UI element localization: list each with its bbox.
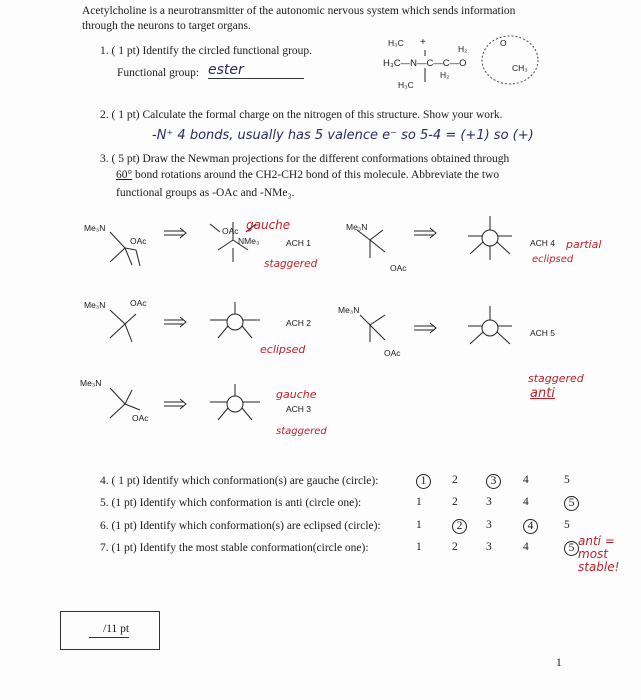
question-4-option-3[interactable]: 3 bbox=[486, 474, 501, 489]
question-4-option-2[interactable]: 2 bbox=[452, 474, 458, 486]
question-6-option-5[interactable]: 5 bbox=[564, 519, 570, 531]
intro-text: Acetylcholine is a neurotransmitter of the autonomic nervous system which sends information through the neurons to target organs. bbox=[82, 5, 516, 32]
structure-h3c-top: H₃C bbox=[388, 38, 404, 48]
question-3-line2 bbox=[116, 168, 499, 183]
ach1-oac: OAc bbox=[222, 226, 239, 236]
ach5-label: ACH 5 bbox=[530, 328, 556, 338]
structure-h3c-bot: H₃C bbox=[398, 80, 414, 90]
rotation-angle: 60° bbox=[116, 169, 133, 181]
ach4-eclipsed-note: eclipsed bbox=[532, 254, 574, 265]
question-6-option-3[interactable]: 3 bbox=[486, 519, 492, 531]
functional-group-label: Functional group: bbox=[117, 67, 200, 79]
question-4-option-1[interactable]: 1 bbox=[416, 474, 431, 489]
ach1-label: ACH 1 bbox=[286, 238, 312, 248]
question-7-option-2[interactable]: 2 bbox=[452, 541, 458, 553]
structure-plus: + bbox=[420, 37, 426, 48]
question-6-option-4[interactable]: 4 bbox=[523, 519, 538, 534]
anti-most-stable-note: anti = most stable! bbox=[578, 534, 620, 574]
ach2-label: ACH 2 bbox=[286, 318, 312, 328]
row1-oac: OAc bbox=[130, 236, 147, 246]
ach3-label: ACH 3 bbox=[286, 404, 312, 414]
question-2: 2. ( 1 pt) Calculate the formal charge on the nitrogen of this structure. Show your work. bbox=[100, 109, 503, 121]
question-5-option-3[interactable]: 3 bbox=[486, 496, 492, 508]
question-6-option-2[interactable]: 2 bbox=[452, 519, 467, 534]
ach2-eclipsed-note: eclipsed bbox=[260, 343, 306, 356]
question-3-line2-rest: bond rotations around the CH2-CH2 bond of this molecule. Abbreviate the two bbox=[132, 169, 500, 181]
structure-h2-top: H₂ bbox=[458, 44, 468, 54]
question-3-line1: 3. ( 5 pt) Draw the Newman projections for the different conformations obtained through bbox=[100, 153, 510, 165]
question-5-option-4[interactable]: 4 bbox=[523, 496, 529, 508]
ach3-gauche-note: gauche bbox=[276, 388, 317, 401]
row3-oac: OAc bbox=[132, 413, 149, 423]
ach3-staggered-note: staggered bbox=[276, 426, 327, 437]
question-7: 7. (1 pt) Identify the most stable conformation(circle one): bbox=[100, 542, 369, 554]
question-7-option-3[interactable]: 3 bbox=[486, 541, 492, 553]
score-label: /11 pt bbox=[89, 622, 129, 638]
row3-me3n: Me₃N bbox=[80, 378, 102, 388]
structure-ch3: CH₃ bbox=[512, 63, 528, 73]
ach4-partial-note: partial bbox=[566, 238, 602, 251]
ester-circle bbox=[380, 30, 540, 95]
question-6-option-1[interactable]: 1 bbox=[416, 519, 422, 531]
question-4-option-4[interactable]: 4 bbox=[523, 474, 529, 486]
question-5-option-2[interactable]: 2 bbox=[452, 496, 458, 508]
ach1-nme3: NMe₃ bbox=[238, 236, 260, 246]
question-5-option-1[interactable]: 1 bbox=[416, 496, 422, 508]
row2-oac: OAc bbox=[130, 298, 147, 308]
ach4-label: ACH 4 bbox=[530, 238, 556, 248]
row2-me3n: Me₃N bbox=[84, 300, 106, 310]
question-7-option-4[interactable]: 4 bbox=[523, 541, 529, 553]
question-7-option-5[interactable]: 5 bbox=[564, 541, 579, 556]
question-5-option-5[interactable]: 5 bbox=[564, 496, 579, 511]
row1-me3n-b: Me₃N bbox=[346, 222, 368, 232]
row2-oac-b: OAc bbox=[384, 348, 401, 358]
functional-group-answer: ester bbox=[208, 62, 304, 79]
structure-h2-bot: H₂ bbox=[440, 70, 450, 80]
formal-charge-work: -N⁺ 4 bonds, usually has 5 valence e⁻ so 5-4 = (+1) so (+) bbox=[152, 128, 534, 143]
ach1-staggered-note: staggered bbox=[264, 258, 318, 270]
question-1: 1. ( 1 pt) Identify the circled functional group. bbox=[100, 45, 313, 57]
page-number: 1 bbox=[556, 657, 562, 669]
structure-chain: H₃C—N—C—C—O bbox=[383, 58, 467, 69]
row1-oac-b: OAc bbox=[390, 263, 407, 273]
question-5: 5. (1 pt) Identify which conformation is anti (circle one): bbox=[100, 497, 362, 509]
ach5-staggered-note: staggered bbox=[528, 372, 584, 385]
question-4-option-5[interactable]: 5 bbox=[564, 474, 570, 486]
question-6: 6. (1 pt) Identify which conformation(s) are eclipsed (circle): bbox=[100, 520, 381, 532]
ach5-anti-note: anti bbox=[530, 386, 555, 401]
score-box bbox=[60, 611, 160, 650]
question-7-option-1[interactable]: 1 bbox=[416, 541, 422, 553]
question-4: 4. ( 1 pt) Identify which conformation(s) are gauche (circle): bbox=[100, 475, 379, 487]
question-3-line3: functional groups as -OAc and -NMe₃. bbox=[116, 187, 295, 199]
ach1-gauche-note: gauche bbox=[246, 218, 291, 232]
row2-me3n-b: Me₃N bbox=[338, 305, 360, 315]
row1-me3n: Me₃N bbox=[84, 223, 106, 233]
structure-o-top: O bbox=[500, 38, 507, 48]
